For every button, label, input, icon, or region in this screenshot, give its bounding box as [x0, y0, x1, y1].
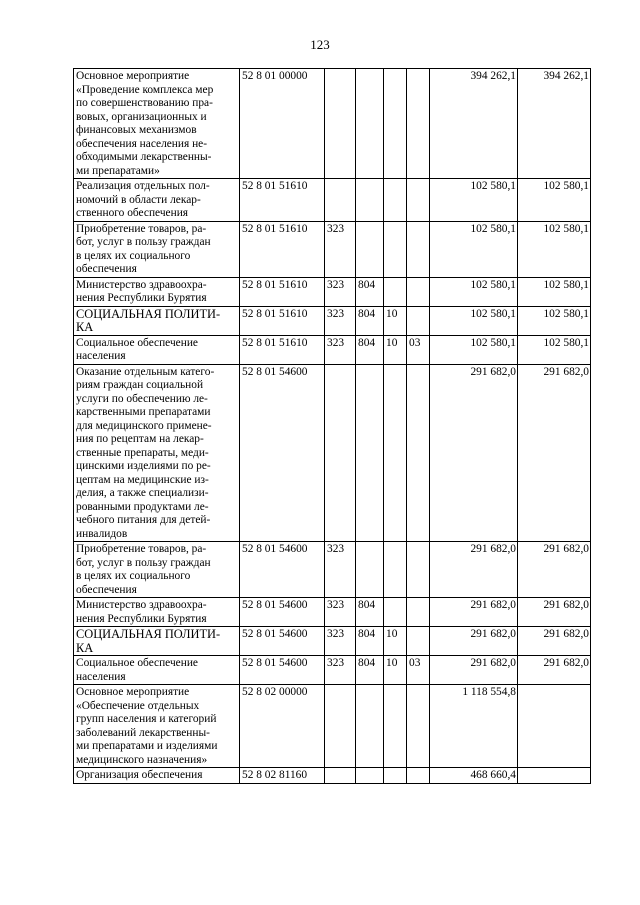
row-name: СОЦИАЛЬНАЯ ПОЛИТИ- КА — [74, 306, 240, 335]
row-sum2: 102 580,1 — [518, 306, 591, 335]
row-rz — [384, 364, 407, 542]
table-row — [74, 598, 591, 627]
row-name: Социальное обеспечение населения — [74, 656, 240, 685]
page-number: 123 — [310, 37, 330, 52]
row-grbs: 804 — [356, 656, 384, 685]
row-grbs — [356, 221, 384, 277]
row-sum1: 102 580,1 — [430, 335, 518, 364]
row-sum1: 102 580,1 — [430, 277, 518, 306]
table-row — [74, 335, 591, 364]
row-code: 52 8 01 54600 — [240, 364, 325, 542]
row-grbs: 804 — [356, 335, 384, 364]
row-sum1: 291 682,0 — [430, 542, 518, 598]
row-sum1: 468 660,4 — [430, 768, 518, 784]
row-rz: 10 — [384, 306, 407, 335]
row-rz — [384, 685, 407, 768]
row-code: 52 8 01 51610 — [240, 179, 325, 222]
row-grbs — [356, 179, 384, 222]
table-row — [74, 627, 591, 656]
row-sum2: 291 682,0 — [518, 627, 591, 656]
row-pr — [407, 685, 430, 768]
row-vr — [325, 179, 356, 222]
row-vr: 323 — [325, 656, 356, 685]
row-vr: 323 — [325, 277, 356, 306]
row-rz — [384, 542, 407, 598]
row-vr: 323 — [325, 335, 356, 364]
row-name: СОЦИАЛЬНАЯ ПОЛИТИ- КА — [74, 627, 240, 656]
row-code: 52 8 01 00000 — [240, 69, 325, 179]
row-rz: 10 — [384, 627, 407, 656]
row-rz — [384, 179, 407, 222]
row-sum2 — [518, 768, 591, 784]
row-sum1: 102 580,1 — [430, 179, 518, 222]
table-row — [74, 221, 591, 277]
row-sum1: 291 682,0 — [430, 364, 518, 542]
row-vr: 323 — [325, 221, 356, 277]
row-name: Приобретение товаров, ра- бот, услуг в пользу граждан в целях их социального обеспечения — [74, 221, 240, 277]
table-row — [74, 364, 591, 542]
row-pr — [407, 179, 430, 222]
row-grbs: 804 — [356, 598, 384, 627]
row-sum2 — [518, 685, 591, 768]
row-rz: 10 — [384, 335, 407, 364]
table-row — [74, 179, 591, 222]
row-vr: 323 — [325, 627, 356, 656]
row-rz — [384, 277, 407, 306]
row-grbs — [356, 685, 384, 768]
row-code: 52 8 01 51610 — [240, 221, 325, 277]
row-pr — [407, 277, 430, 306]
row-sum1: 291 682,0 — [430, 627, 518, 656]
row-sum2: 291 682,0 — [518, 364, 591, 542]
row-code: 52 8 02 81160 — [240, 768, 325, 784]
row-sum2: 102 580,1 — [518, 179, 591, 222]
row-sum1: 1 118 554,8 — [430, 685, 518, 768]
row-grbs — [356, 768, 384, 784]
row-sum1: 291 682,0 — [430, 656, 518, 685]
row-code: 52 8 01 54600 — [240, 598, 325, 627]
row-code: 52 8 01 54600 — [240, 627, 325, 656]
row-rz — [384, 69, 407, 179]
row-code: 52 8 01 54600 — [240, 656, 325, 685]
row-pr — [407, 364, 430, 542]
table-row — [74, 277, 591, 306]
row-pr — [407, 69, 430, 179]
row-pr: 03 — [407, 656, 430, 685]
budget-table — [73, 68, 591, 784]
table-body — [74, 69, 591, 784]
row-sum1: 102 580,1 — [430, 306, 518, 335]
row-sum2: 291 682,0 — [518, 656, 591, 685]
row-vr — [325, 768, 356, 784]
row-grbs: 804 — [356, 627, 384, 656]
row-code: 52 8 01 51610 — [240, 335, 325, 364]
row-sum2: 102 580,1 — [518, 335, 591, 364]
row-grbs — [356, 542, 384, 598]
row-name: Организация обеспечения — [74, 768, 240, 784]
row-name: Социальное обеспечение населения — [74, 335, 240, 364]
row-code: 52 8 01 51610 — [240, 306, 325, 335]
table-row — [74, 542, 591, 598]
row-vr — [325, 69, 356, 179]
row-rz: 10 — [384, 656, 407, 685]
row-name: Реализация отдельных пол- номочий в области лекар- ственного обеспечения — [74, 179, 240, 222]
row-name: Основное мероприятие «Обеспечение отдельных групп населения и категорий заболеваний лекарственны- ми препаратами и изделиями медицинского назначения» — [74, 685, 240, 768]
table-row — [74, 768, 591, 784]
row-vr — [325, 685, 356, 768]
row-code: 52 8 01 51610 — [240, 277, 325, 306]
row-sum2: 102 580,1 — [518, 277, 591, 306]
table-row — [74, 656, 591, 685]
row-pr — [407, 221, 430, 277]
row-sum2: 291 682,0 — [518, 542, 591, 598]
row-grbs: 804 — [356, 306, 384, 335]
row-rz — [384, 598, 407, 627]
row-sum1: 102 580,1 — [430, 221, 518, 277]
row-name: Министерство здравоохра- нения Республики Бурятия — [74, 598, 240, 627]
row-pr — [407, 542, 430, 598]
row-grbs — [356, 69, 384, 179]
row-sum2: 394 262,1 — [518, 69, 591, 179]
row-name: Оказание отдельным катего- риям граждан социальной услуги по обеспечению ле- карственными препаратами для медицинского примене- ния по рецептам на лекар- ственные препараты, меди- цинскими изделиями по ре- цептам на медицинские из- делия, а также специализи- рованными продуктами ле- чебного питания для детей- инвалидов — [74, 364, 240, 542]
table-row — [74, 685, 591, 768]
row-rz — [384, 221, 407, 277]
row-code: 52 8 01 54600 — [240, 542, 325, 598]
table-row — [74, 69, 591, 179]
row-sum2: 102 580,1 — [518, 221, 591, 277]
row-name: Приобретение товаров, ра- бот, услуг в пользу граждан в целях их социального обеспечения — [74, 542, 240, 598]
row-vr: 323 — [325, 542, 356, 598]
row-vr — [325, 364, 356, 542]
row-pr — [407, 598, 430, 627]
row-grbs — [356, 364, 384, 542]
table-row — [74, 306, 591, 335]
row-rz — [384, 768, 407, 784]
row-code: 52 8 02 00000 — [240, 685, 325, 768]
row-sum1: 394 262,1 — [430, 69, 518, 179]
row-pr — [407, 768, 430, 784]
row-vr: 323 — [325, 598, 356, 627]
row-sum2: 291 682,0 — [518, 598, 591, 627]
row-grbs: 804 — [356, 277, 384, 306]
row-sum1: 291 682,0 — [430, 598, 518, 627]
row-pr — [407, 627, 430, 656]
row-vr: 323 — [325, 306, 356, 335]
row-name: Основное мероприятие «Проведение комплекса мер по совершенствованию пра- вовых, организационных и финансовых механизмов обеспечения населения не- обходимыми лекарственны- ми препаратами» — [74, 69, 240, 179]
row-name: Министерство здравоохра- нения Республики Бурятия — [74, 277, 240, 306]
row-pr: 03 — [407, 335, 430, 364]
row-pr — [407, 306, 430, 335]
